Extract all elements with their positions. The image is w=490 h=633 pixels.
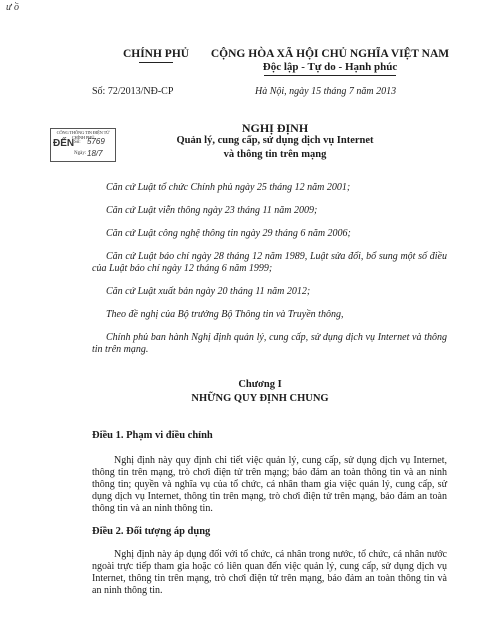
agency-underline xyxy=(139,62,173,63)
handwritten-corner-mark: ư ồ xyxy=(6,2,19,13)
basis-item: Căn cứ Luật viễn thông ngày 23 tháng 11 năm 2009; xyxy=(106,205,318,216)
motto-underline xyxy=(264,75,396,76)
legal-basis xyxy=(92,182,447,367)
chapter-number: Chương I xyxy=(238,379,282,390)
basis-item: Căn cứ Luật báo chí ngày 28 tháng 12 năm 1989, Luật sửa đổi, bổ sung một số điều của Luật báo chí ngày 12 tháng 6 năm 1999; xyxy=(92,251,447,274)
article-body: Nghị định này áp dụng đối với tổ chức, cá nhân trong nước, tổ chức, cá nhân nước ngoài trực tiếp tham gia hoặc có liên quan đến việc quản lý, cung cấp, sử dụng dịch vụ Internet, thông tin trên mạng, trò chơi điện tử trên mạng, bảo đảm an toàn thông tin và an ninh thông tin. xyxy=(92,549,447,596)
document-number: Số: 72/2013/NĐ-CP xyxy=(92,86,174,97)
document-subject xyxy=(0,134,490,162)
subject-line-2: và thông tin trên mạng xyxy=(223,149,327,160)
stamp-date-label: Ngày: xyxy=(74,151,87,156)
basis-item: Căn cứ Luật tổ chức Chính phủ ngày 25 tháng 12 năm 2001; xyxy=(106,182,351,193)
document-type: NGHỊ ĐỊNH xyxy=(241,121,309,135)
nation-name: CỘNG HÒA XÃ HỘI CHỦ NGHĨA VIỆT NAM xyxy=(210,48,450,60)
basis-item: Căn cứ Luật công nghệ thông tin ngày 29 tháng 6 năm 2006; xyxy=(106,228,351,239)
article-body: Nghị định này quy định chi tiết việc quản lý, cung cấp, sử dụng dịch vụ Internet, thông tin trên mạng, trò chơi điện tử trên mạng; bảo đảm an toàn thông tin và an ninh thông tin; quyền và nghĩa vụ của tổ chức, cá nhân tham gia việc quản lý, cung cấp, sử dụng dịch vụ Internet, thông tin trên mạng, trò chơi điện tử trên mạng, bảo đảm an toàn thông tin và an ninh thông tin. xyxy=(92,455,447,514)
national-header xyxy=(205,48,455,76)
chapter-heading xyxy=(0,378,490,406)
stamp-big-label: ĐẾN xyxy=(53,138,75,149)
chapter-title: NHỮNG QUY ĐỊNH CHUNG xyxy=(191,393,329,404)
stamp-date-value: 18/7 xyxy=(87,149,103,158)
article-2 xyxy=(92,526,447,597)
stamp-header: CỔNG THÔNG TIN ĐIỆN TỬ CHÍNH PHỦ xyxy=(56,130,110,140)
basis-item: Theo đề nghị của Bộ trưởng Bộ Thông tin và Truyền thông, xyxy=(106,309,344,320)
place-and-date: Hà Nội, ngày 15 tháng 7 năm 2013 xyxy=(255,86,397,97)
national-motto: Độc lập - Tự do - Hạnh phúc xyxy=(262,61,398,73)
article-1 xyxy=(92,430,447,515)
subject-line-1: Quản lý, cung cấp, sử dụng dịch vụ Internet xyxy=(176,135,374,146)
basis-item: Chính phủ ban hành Nghị định quản lý, cung cấp, sử dụng dịch vụ Internet và thông tin trên mạng. xyxy=(92,332,447,355)
agency-name: CHÍNH PHỦ xyxy=(122,48,190,60)
basis-item: Căn cứ Luật xuất bản ngày 20 tháng 11 năm 2012; xyxy=(106,286,311,297)
article-title: Điều 1. Phạm vi điều chỉnh xyxy=(92,430,213,441)
stamp-number-label: Số: xyxy=(74,140,81,145)
article-title: Điều 2. Đối tượng áp dụng xyxy=(92,526,211,537)
stamp-number-value: 5769 xyxy=(87,137,105,146)
